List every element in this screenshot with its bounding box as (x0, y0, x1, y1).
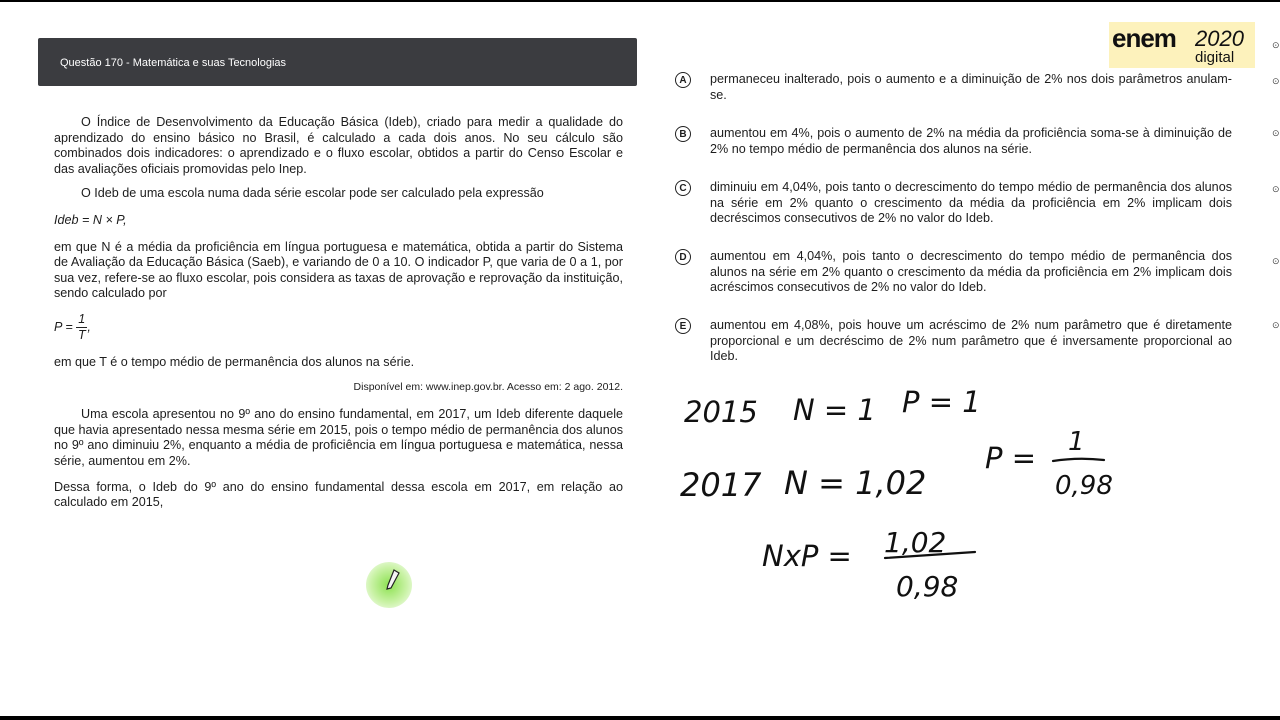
option-a-text: permaneceu inalterado, pois o aumento e a diminuição de 2% nos dois parâmetros anulam-se. (710, 72, 1232, 102)
hw-p-fraction-bar (1053, 459, 1104, 461)
source-citation: Disponível em: www.inep.gov.br. Acesso em: 2 ago. 2012. (353, 380, 623, 393)
hw-p-den: 0,98 (1055, 471, 1113, 501)
paragraph-scenario: Uma escola apresentou no 9º ano do ensino fundamental, em 2017, um Ideb diferente daquele que havia apresentado nessa mesma série em 2015, pois o tempo médio de permanência dos alunos no 9º ano diminuiu 2%, enquanto a média de proficiência em língua portuguesa e matemática, nessa série, aumentou em 2%. (54, 407, 623, 468)
edge-glyph: ⊙ (1272, 256, 1280, 266)
logo-sub: digital (1195, 49, 1235, 66)
formula-p-tail: , (87, 319, 91, 334)
hw-p-2015: P = 1 (902, 385, 981, 419)
formula-p-numerator: 1 (78, 311, 86, 326)
formula-p-lhs: P = (54, 319, 73, 334)
option-e-letter: E (675, 318, 691, 334)
logo-year: 2020 (1195, 26, 1244, 51)
hw-n-2017: N = 1,02 (784, 464, 927, 502)
hw-nxp-num: 1,02 (884, 526, 947, 559)
hw-2017: 2017 (680, 466, 762, 504)
hw-n-2015: N = 1 (793, 393, 876, 427)
formula-ideb: Ideb = N × P, (54, 212, 127, 227)
option-a-letter: A (675, 72, 691, 88)
logo-brand: enem (1112, 23, 1176, 53)
edge-glyph: ⊙ (1272, 40, 1280, 50)
paragraph-expression: O Ideb de uma escola numa dada série escolar pode ser calculado pela expressão (81, 186, 544, 201)
question-title: Questão 170 - Matemática e suas Tecnologias (60, 57, 287, 69)
option-b-letter: B (675, 126, 691, 142)
paragraph-definitions: em que N é a média da proficiência em língua portuguesa e matemática, obtida a partir do Sistema de Avaliação da Educação Básica (Saeb), e variando de 0 a 10. O indicador P, que varia de 0 a 1, por sua vez, refere-se ao fluxo escolar, pois considera as taxas de aprovação e reprovação da instituição, sendo calculado por (54, 239, 623, 301)
hw-nxp-den: 0,98 (896, 570, 959, 603)
option-e-text: aumentou em 4,08%, pois houve um acréscimo de 2% num parâmetro que é diretamente proporcional e um decréscimo de 2% num parâmetro que é inversamente proporcional ao Ideb. (710, 318, 1232, 364)
formula-p-denominator: T (77, 327, 86, 342)
option-b-text: aumentou em 4%, pois o aumento de 2% na média da proficiência soma-se à diminuição de 2% no tempo médio de permanência dos alunos na série. (710, 126, 1232, 156)
paragraph-prompt: Dessa forma, o Ideb do 9º ano do ensino fundamental dessa escola em 2017, em relação ao calculado em 2015, (54, 479, 623, 510)
edge-glyph: ⊙ (1272, 184, 1280, 194)
option-c-letter: C (675, 180, 691, 196)
hw-2015: 2015 (684, 395, 758, 429)
pen-cursor (366, 562, 412, 608)
bottom-border (0, 716, 1280, 720)
edge-glyph: ⊙ (1272, 320, 1280, 330)
paragraph-t-definition: em que T é o tempo médio de permanência dos alunos na série. (54, 354, 415, 369)
option-c-text: diminuiu em 4,04%, pois tanto o decrescimento do tempo médio de permanência dos alunos na série em 2% quanto o crescimento da média da proficiência em 2% implicam dois decréscimos consecutivos de 2% no valor do Ideb. (710, 180, 1232, 226)
option-d-text: aumentou em 4,04%, pois tanto o decrescimento do tempo médio de permanência dos alunos na série em 2% quanto o crescimento da média da proficiência em 2% implicam dois acréscimos consecutivos de 2% no valor do Ideb. (710, 249, 1232, 295)
paragraph-intro: O Índice de Desenvolvimento da Educação Básica (Ideb), criado para medir a qualidade do aprendizado do ensino básico no Brasil, é calculado a cada dois anos. No seu cálculo são combinados dois indicadores: o aprendizado e o fluxo escolar, obtidos a partir do Censo Escolar e das avaliações oficiais promovidas pelo Inep. (54, 115, 623, 176)
edge-glyph: ⊙ (1272, 76, 1280, 86)
option-d-letter: D (675, 249, 691, 265)
hw-p-num: 1 (1068, 427, 1085, 457)
pen-icon (366, 562, 412, 608)
hw-nxp-lhs: NxP = (762, 539, 852, 573)
hw-p-lhs: P = (985, 441, 1037, 475)
edge-glyph: ⊙ (1272, 128, 1280, 138)
